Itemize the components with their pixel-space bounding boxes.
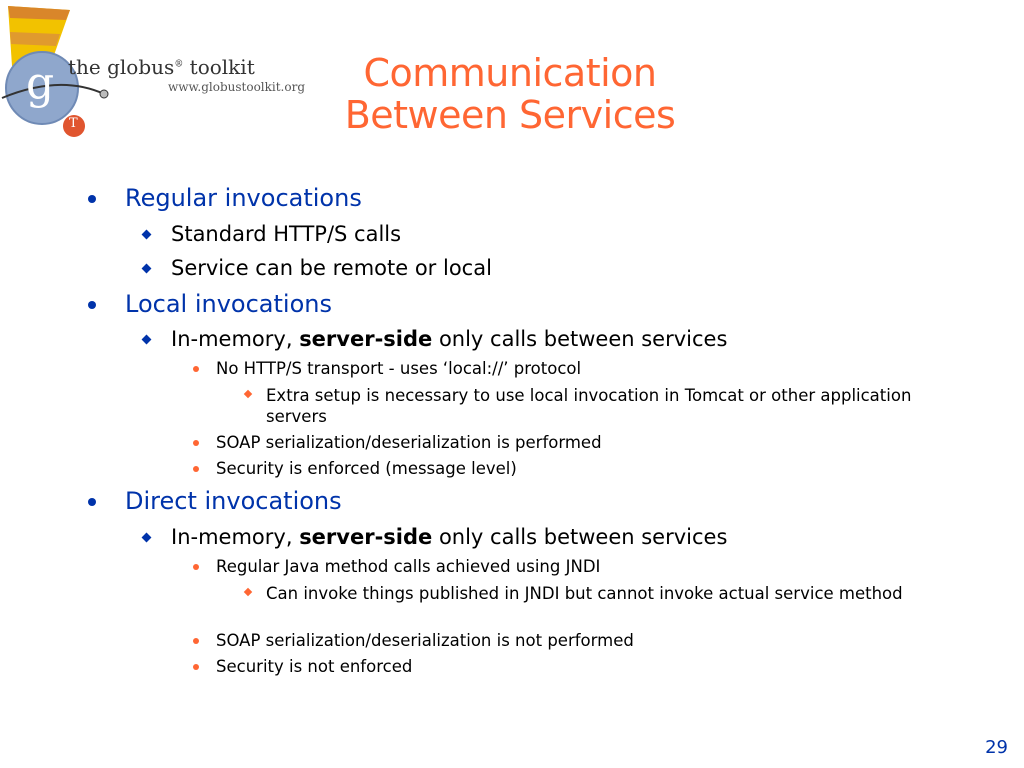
logo-wordmark: the globus® toolkit (68, 55, 255, 79)
bullet-dot-icon (193, 366, 199, 372)
bullet-dot-icon (88, 195, 96, 203)
bullet-dot-icon (193, 466, 199, 472)
bullet-dot-icon (193, 664, 199, 670)
bullet-dot-icon (193, 440, 199, 446)
diamond-bullet-icon (244, 390, 252, 398)
diamond-bullet-icon (142, 230, 152, 240)
logo-t-glyph: T (69, 116, 78, 131)
page-number: 29 (985, 737, 1008, 758)
diamond-bullet-icon (244, 588, 252, 596)
bullet-dot-icon (193, 564, 199, 570)
slide-title: Communication Between Services (344, 51, 676, 137)
globus-toolkit-logo (0, 0, 330, 150)
bullet-dot-icon (193, 638, 199, 644)
bullet-dot-icon (88, 498, 96, 506)
logo-g-glyph: g (26, 58, 55, 109)
bullet-dot-icon (88, 301, 96, 309)
logo-url: www.globustoolkit.org (168, 80, 306, 94)
diamond-bullet-icon (142, 264, 152, 274)
diamond-bullet-icon (142, 335, 152, 345)
diamond-bullet-icon (142, 533, 152, 543)
